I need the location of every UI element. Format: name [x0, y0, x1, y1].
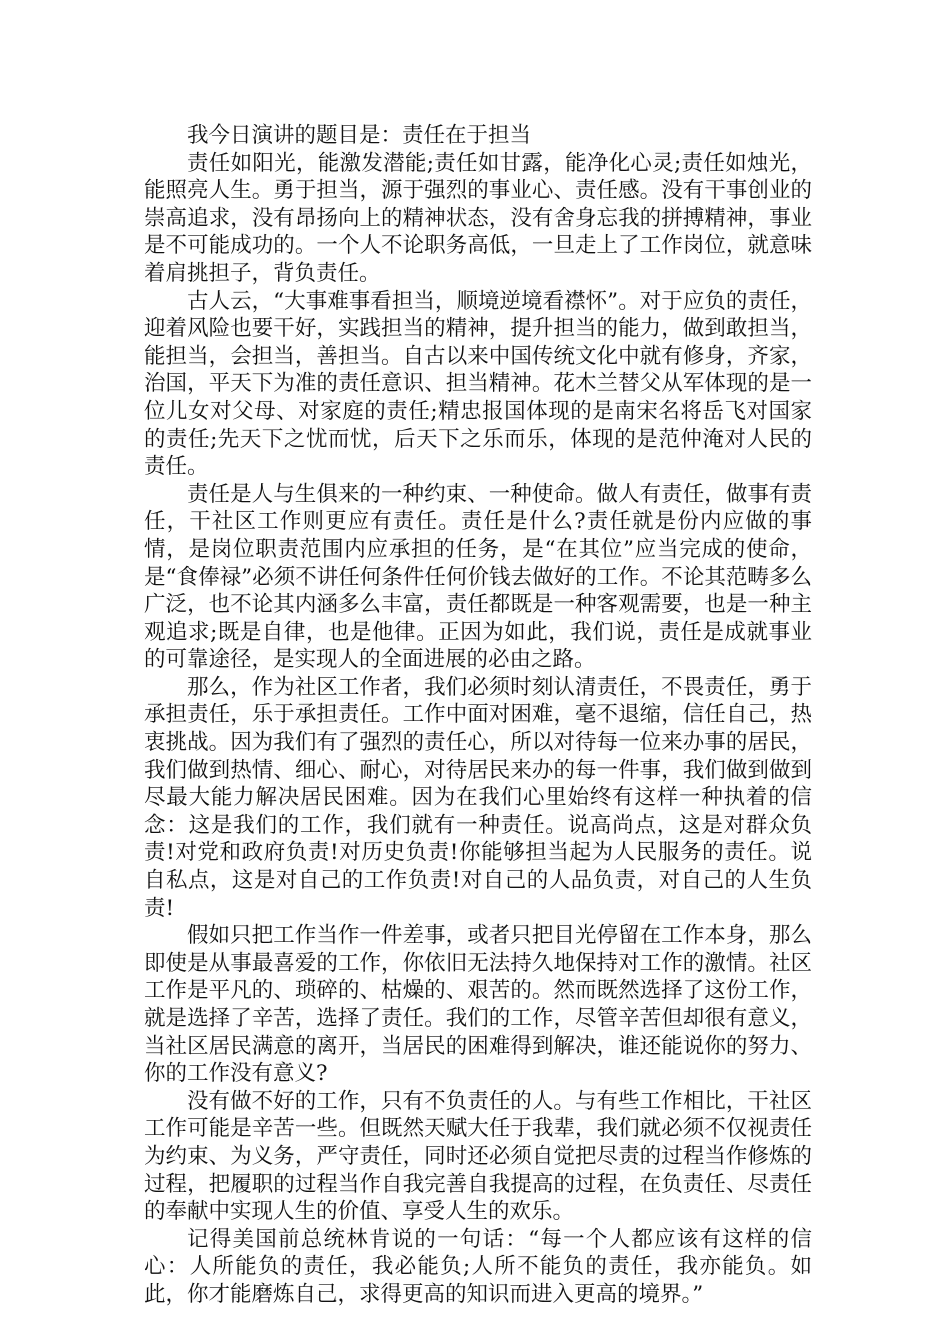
speech-title: 我今日演讲的题目是：责任在于担当	[187, 123, 532, 148]
paragraph-7: 记得美国前总统林肯说的一句话：“每一个人都应该有这样的信心：人所能负的责任，我必能负;人所不能负的责任，我亦能负。如此，你才能磨炼自己，求得更高的知识而进入更高的境界。”	[144, 1226, 812, 1307]
paragraph-4: 那么，作为社区工作者，我们必须时刻认清责任，不畏责任，勇于承担责任，乐于承担责任。工作中面对困难，毫不退缩，信任自己，热衷挑战。因为我们有了强烈的责任心，所以对待每一位来办事的居民，我们做到热情、细心、耐心，对待居民来办的每一件事，我们做到做到尽最大能力解决居民困难。因为在我们心里始终有这样一种执着的信念：这是我们的工作，我们就有一种责任。说高尚点，这是对群众负责!对党和政府负责!对历史负责!你能够担当起为人民服务的责任。说自私点，这是对自己的工作负责!对自己的人品负责，对自己的人生负责!	[144, 674, 812, 921]
document-page	[144, 122, 812, 1309]
paragraph-6: 没有做不好的工作，只有不负责任的人。与有些工作相比，干社区工作可能是辛苦一些。但既然天赋大任于我辈，我们就必须不仅视责任为约束、为义务，严守责任，同时还必须自觉把尽责的过程当作修炼的过程，把履职的过程当作自我完善自我提高的过程，在负责任、尽责任的奉献中实现人生的价值、享受人生的欢乐。	[144, 1088, 812, 1225]
paragraph-5: 假如只把工作当作一件差事，或者只把目光停留在工作本身，那么即使是从事最喜爱的工作，你依旧无法持久地保持对工作的激情。社区工作是平凡的、琐碎的、枯燥的、艰苦的。然而既然选择了这份工作，就是选择了辛苦，选择了责任。我们的工作，尽管辛苦但却很有意义，当社区居民满意的离开，当居民的困难得到解决，谁还能说你的努力、你的工作没有意义?	[144, 923, 812, 1087]
paragraph-1: 责任如阳光，能激发潜能;责任如甘露，能净化心灵;责任如烛光，能照亮人生。勇于担当，源于强烈的事业心、责任感。没有干事创业的崇高追求，没有昂扬向上的精神状态，没有舍身忘我的拼搏精神，事业是不可能成功的。一个人不论职务高低，一旦走上了工作岗位，就意味着肩挑担子，背负责任。	[144, 150, 812, 286]
paragraph-3: 责任是人与生俱来的一种约束、一种使命。做人有责任，做事有责任，干社区工作则更应有责任。责任是什么?责任就是份内应做的事情，是岗位职责范围内应承担的任务，是“在其位”应当完成的使命，是“食俸禄”必须不讲任何条件任何价钱去做好的工作。不论其范畴多么广泛，也不论其内涵多么丰富，责任都既是一种客观需要，也是一种主观追求;既是自律，也是他律。正因为如此，我们说，责任是成就事业的可靠途径，是实现人的全面进展的必由之路。	[144, 481, 812, 673]
paragraph-2: 古人云，“大事难事看担当，顺境逆境看襟怀”。对于应负的责任，迎着风险也要干好，实践担当的精神，提升担当的能力，做到敢担当，能担当，会担当，善担当。自古以来中国传统文化中就有修身，齐家，治国，平天下为准的责任意识、担当精神。花木兰替父从军体现的是一位儿女对父母、对家庭的责任;精忠报国体现的是南宋名将岳飞对国家的责任;先天下之忧而忧，后天下之乐而乐，体现的是范仲淹对人民的责任。	[144, 288, 812, 480]
